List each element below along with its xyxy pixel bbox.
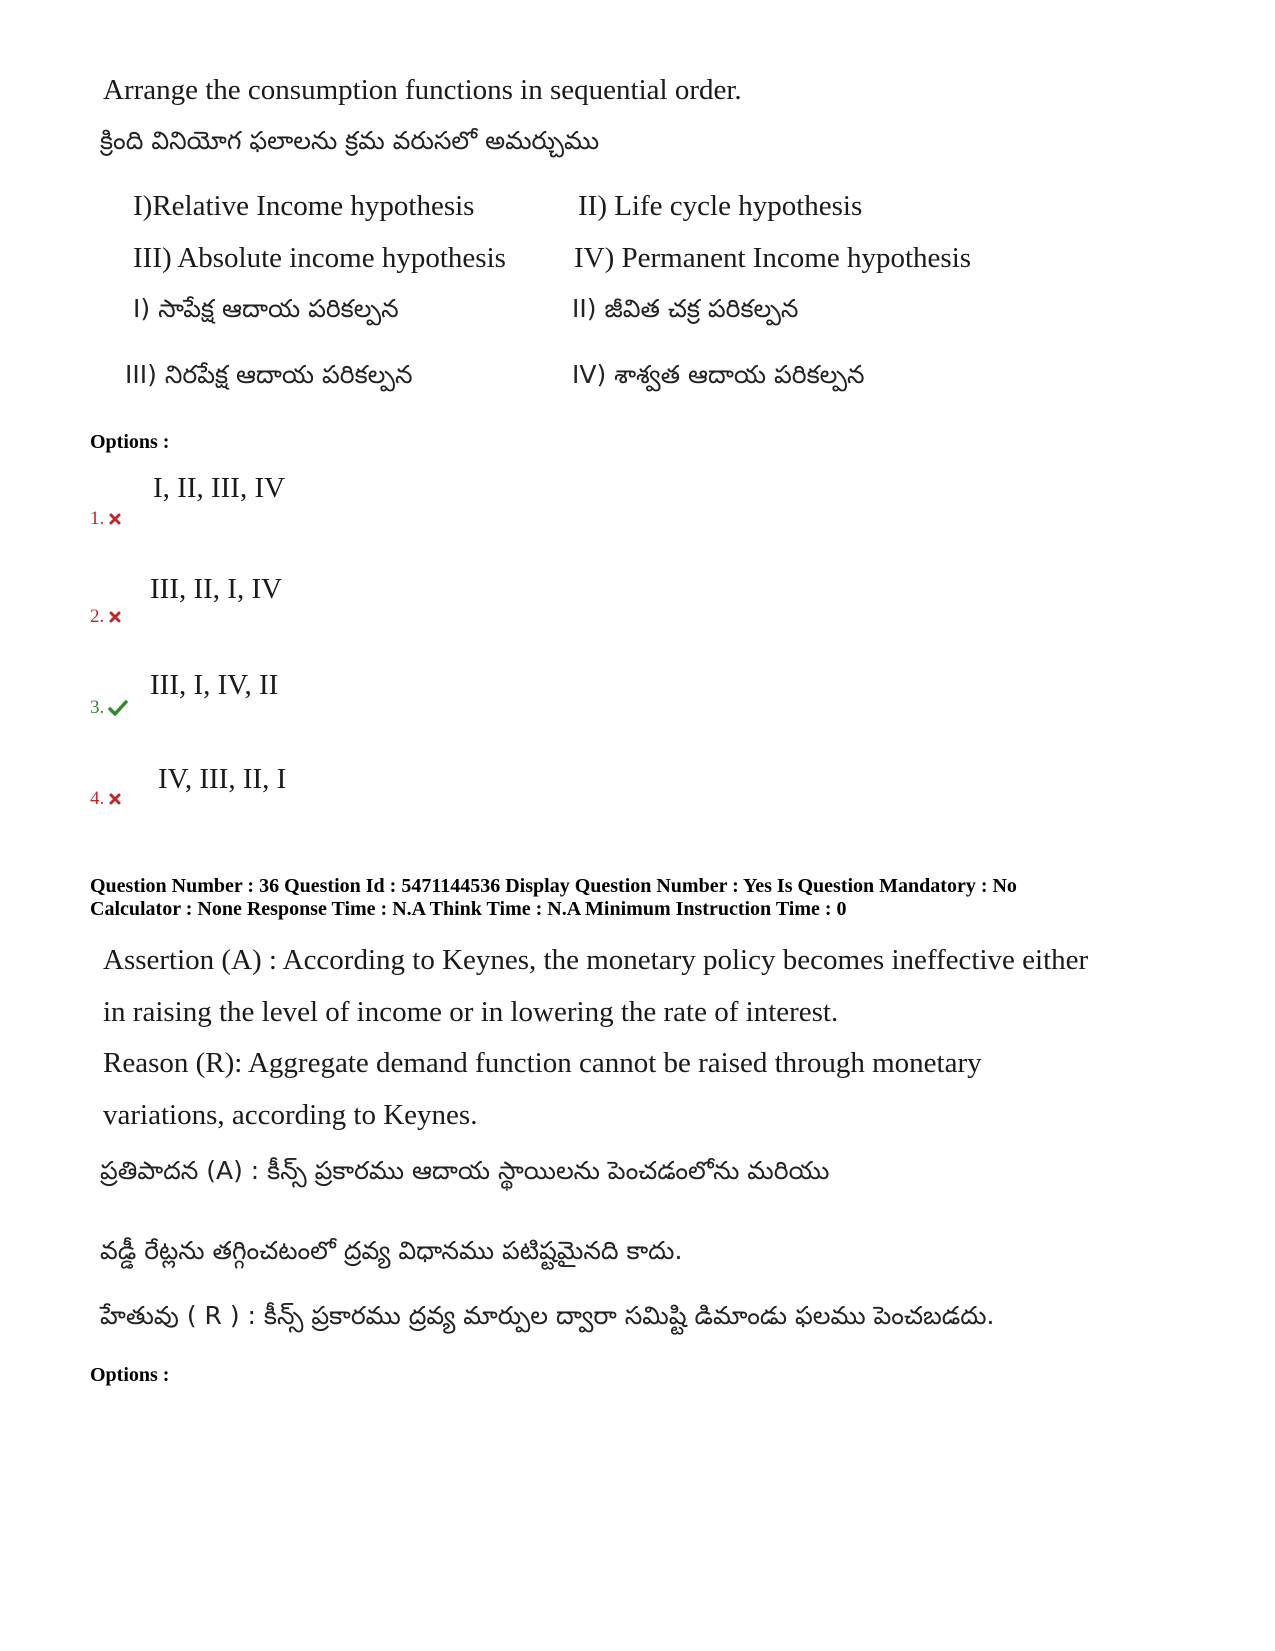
- item-te-1: I) సాపేక్ష ఆదాయ పరికల్పన: [133, 294, 399, 323]
- question-meta-line-1: Question Number : 36 Question Id : 5471144536 Display Question Number : Yes Is Question Mandatory : No: [90, 875, 1017, 897]
- option-2-number: 2.: [90, 606, 122, 628]
- option-4-number: 4.: [90, 788, 122, 810]
- item-te-3: III) నిరపేక్ష ఆదాయ పరికల్పన: [125, 360, 413, 389]
- check-icon: [108, 700, 128, 716]
- option-3-text[interactable]: III, I, IV, II: [150, 669, 279, 701]
- assertion-en-line-1: Assertion (A) : According to Keynes, the monetary policy becomes ineffective either: [103, 944, 1089, 976]
- reason-te: హేతువు ( R ) : కీన్స్ ప్రకారము ద్రవ్య మార్పుల ద్వారా సమిష్టి డిమాండు ఫలము పెంచబడదు.: [100, 1301, 995, 1330]
- reason-en-line-2: variations, according to Keynes.: [103, 1099, 478, 1131]
- question-meta-line-2: Calculator : None Response Time : N.A Think Time : N.A Minimum Instruction Time : 0: [90, 898, 847, 920]
- assertion-te-line-1: ప్రతిపాదన (A) : కీన్స్ ప్రకారము ఆదాయ స్థాయిలను పెంచడంలోను మరియు: [100, 1156, 830, 1185]
- question-prompt-te: క్రింది వినియోగ ఫలాలను క్రమ వరుసలో అమర్చుము: [100, 126, 600, 155]
- item-te-4: IV) శాశ్వత ఆదాయ పరికల్పన: [572, 360, 865, 389]
- item-en-3: III) Absolute income hypothesis: [133, 242, 506, 274]
- option-2-text[interactable]: III, II, I, IV: [150, 573, 283, 605]
- option-1-number: 1.: [90, 508, 122, 530]
- option-3-number: 3.: [90, 697, 128, 719]
- options-label-q36: Options :: [90, 1364, 170, 1386]
- assertion-te-line-2: వడ్డీ రేట్లను తగ్గించటంలో ద్రవ్య విధానము పటిష్టమైనది కాదు.: [100, 1236, 683, 1265]
- option-1-text[interactable]: I, II, III, IV: [153, 472, 286, 504]
- item-te-2: II) జీవిత చక్ర పరికల్పన: [572, 294, 799, 323]
- cross-icon: [108, 792, 122, 806]
- question-prompt-en: Arrange the consumption functions in sequential order.: [103, 74, 742, 106]
- cross-icon: [108, 610, 122, 624]
- assertion-en-line-2: in raising the level of income or in lowering the rate of interest.: [103, 996, 839, 1028]
- item-en-1: I)Relative Income hypothesis: [133, 190, 475, 222]
- option-4-text[interactable]: IV, III, II, I: [158, 763, 287, 795]
- item-en-2: II) Life cycle hypothesis: [578, 190, 863, 222]
- reason-en-line-1: Reason (R): Aggregate demand function cannot be raised through monetary: [103, 1047, 982, 1079]
- options-label: Options :: [90, 431, 170, 453]
- item-en-4: IV) Permanent Income hypothesis: [574, 242, 972, 274]
- cross-icon: [108, 512, 122, 526]
